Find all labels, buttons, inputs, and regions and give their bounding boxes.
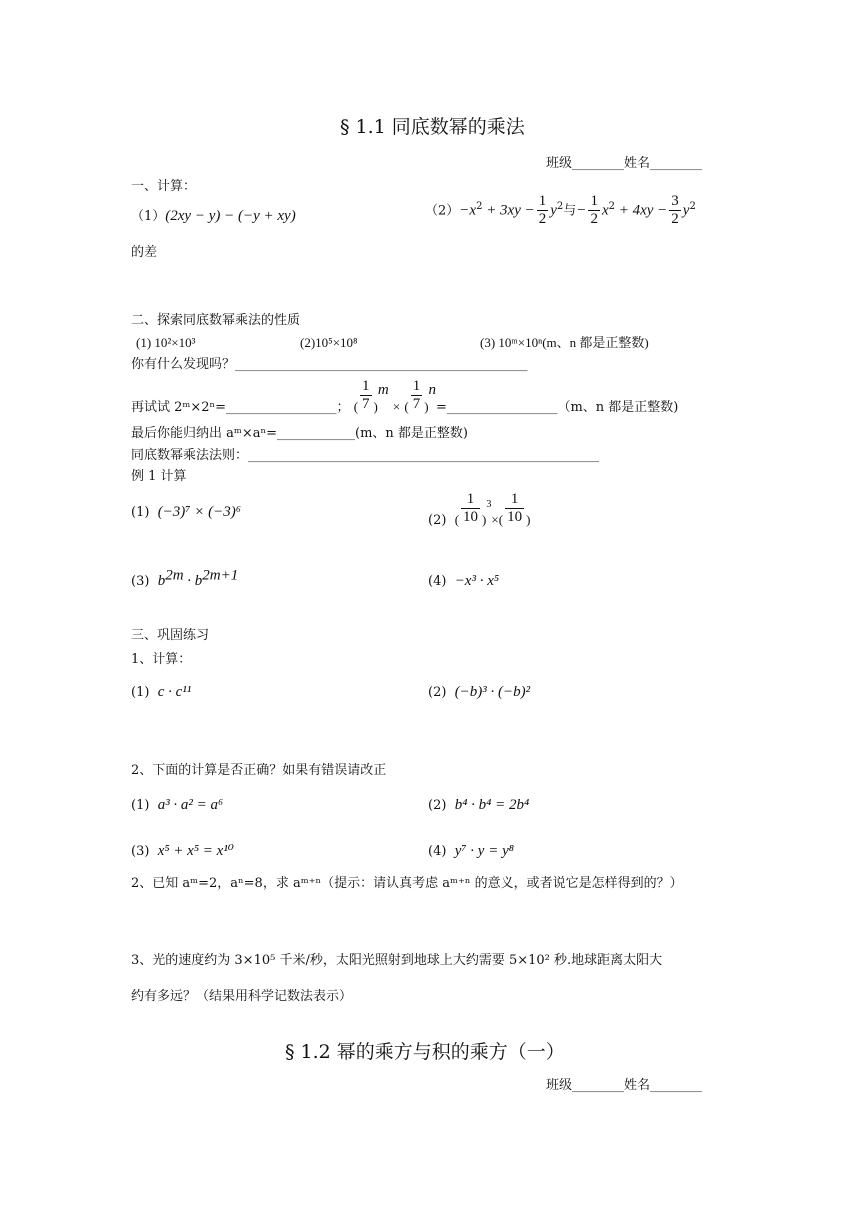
known-problem: 2、已知 aᵐ=2，aⁿ=8，求 aᵐ⁺ⁿ（提示：请认真考虑 aᵐ⁺ⁿ 的意义，或者说它是怎样得到的？） — [131, 876, 683, 891]
light-problem-line-1: 3、光的速度约为 3×10⁵ 千米/秒，太阳光照射到地球上大约需要 5×10² 秒.地球距离太阳大 — [131, 953, 663, 968]
judge-4: (4) y⁷ · y = y⁸ — [428, 843, 514, 859]
conclude-line: 最后你能归纳出 aᵐ×aⁿ=____________(m、n 都是正整数) — [131, 426, 468, 441]
fraction-three-halves: $\frac{3}{2}$ — [671, 193, 679, 228]
calc-2: (2) (−b)³ · (−b)² — [428, 684, 531, 700]
class-name-line-2: 班级________姓名________ — [546, 1078, 703, 1093]
fraction-one-half: $\frac{1}{2}$ — [538, 193, 547, 228]
explore-item-3: (3) 10ᵐ×10ⁿ(m、n 都是正整数) — [480, 335, 649, 350]
fraction-one-seventh: $\frac{1}{7}$ — [362, 378, 370, 413]
try-line: 再试试 2ᵐ×2ⁿ=_________________； ( $\frac{1}{7}$ )$^m$ × ( $\frac{1}{7}$ )$^n$=_________________（m、n 都是正整数) — [131, 378, 679, 416]
question-2-label: （2） — [425, 203, 460, 219]
example-3: (3) $b^{2m} \cdot b^{2m+1}$ — [131, 567, 239, 589]
fraction-one-tenth: $\frac{1}{10}$ — [507, 491, 523, 526]
section-title: § 1.1 同底数幂的乘法 — [340, 116, 525, 138]
fraction-one-half: $\frac{1}{2}$ — [590, 193, 598, 228]
part3-heading: 三、巩固练习 — [131, 628, 210, 643]
question-tail: 的差 — [131, 245, 158, 260]
judge-3: (3) x⁵ + x⁵ = x¹⁰ — [131, 843, 234, 859]
discover-line: 你有什么发现吗？_____________________________________________ — [131, 357, 528, 372]
fraction-one-tenth: $\frac{1}{10}$ — [463, 491, 479, 526]
part1-heading: 一、计算： — [131, 179, 197, 194]
question-1-label: （1） — [131, 209, 166, 224]
example-4: (4) −x³ · x⁵ — [428, 573, 500, 589]
fraction-one-seventh: $\frac{1}{7}$ — [412, 378, 421, 413]
example-2: (2) ( $\frac{1}{10}$ )$^3$×( $\frac{1}{10}$ ) — [428, 491, 531, 529]
judge-2: (2) b⁴ · b⁴ = 2b⁴ — [428, 797, 530, 813]
judge-1: (1) a³ · a² = a⁶ — [131, 797, 224, 813]
question-1 — [131, 207, 296, 225]
example-1: (1) (−3)⁷ × (−3)⁶ — [131, 504, 241, 520]
calc-1: (1) c · c¹¹ — [131, 684, 192, 700]
rule-line: 同底数幂乘法法则：______________________________________________________ — [131, 448, 600, 463]
explore-item-1: (1) 10²×10³ — [136, 335, 196, 350]
calc-subheading: 1、计算： — [131, 652, 192, 667]
example-heading: 例 1 计算 — [131, 469, 187, 484]
judge-subheading: 2、下面的计算是否正确？如果有错误请改正 — [131, 763, 387, 778]
explore-item-2: (2)10⁵×10⁸ — [300, 335, 358, 350]
part2-heading: 二、探索同底数幂乘法的性质 — [131, 313, 301, 328]
question-1-expr: (2xy − y) − (−y + xy) — [165, 208, 296, 224]
question-2: $(2)-x^2 + 3xy$ − $\frac{1}{2}$ $y^2$与− $\frac{1}{2}$ $x^2 + 4xy$ − $\frac{3}{2}$ $y^2$ — [425, 193, 696, 228]
section-2-title: § 1.2 幂的乘方与积的乘方（一） — [285, 1041, 565, 1063]
light-problem-line-2: 约有多远？（结果用科学记数法表示） — [131, 989, 353, 1004]
class-name-line: 班级________姓名________ — [546, 156, 703, 171]
